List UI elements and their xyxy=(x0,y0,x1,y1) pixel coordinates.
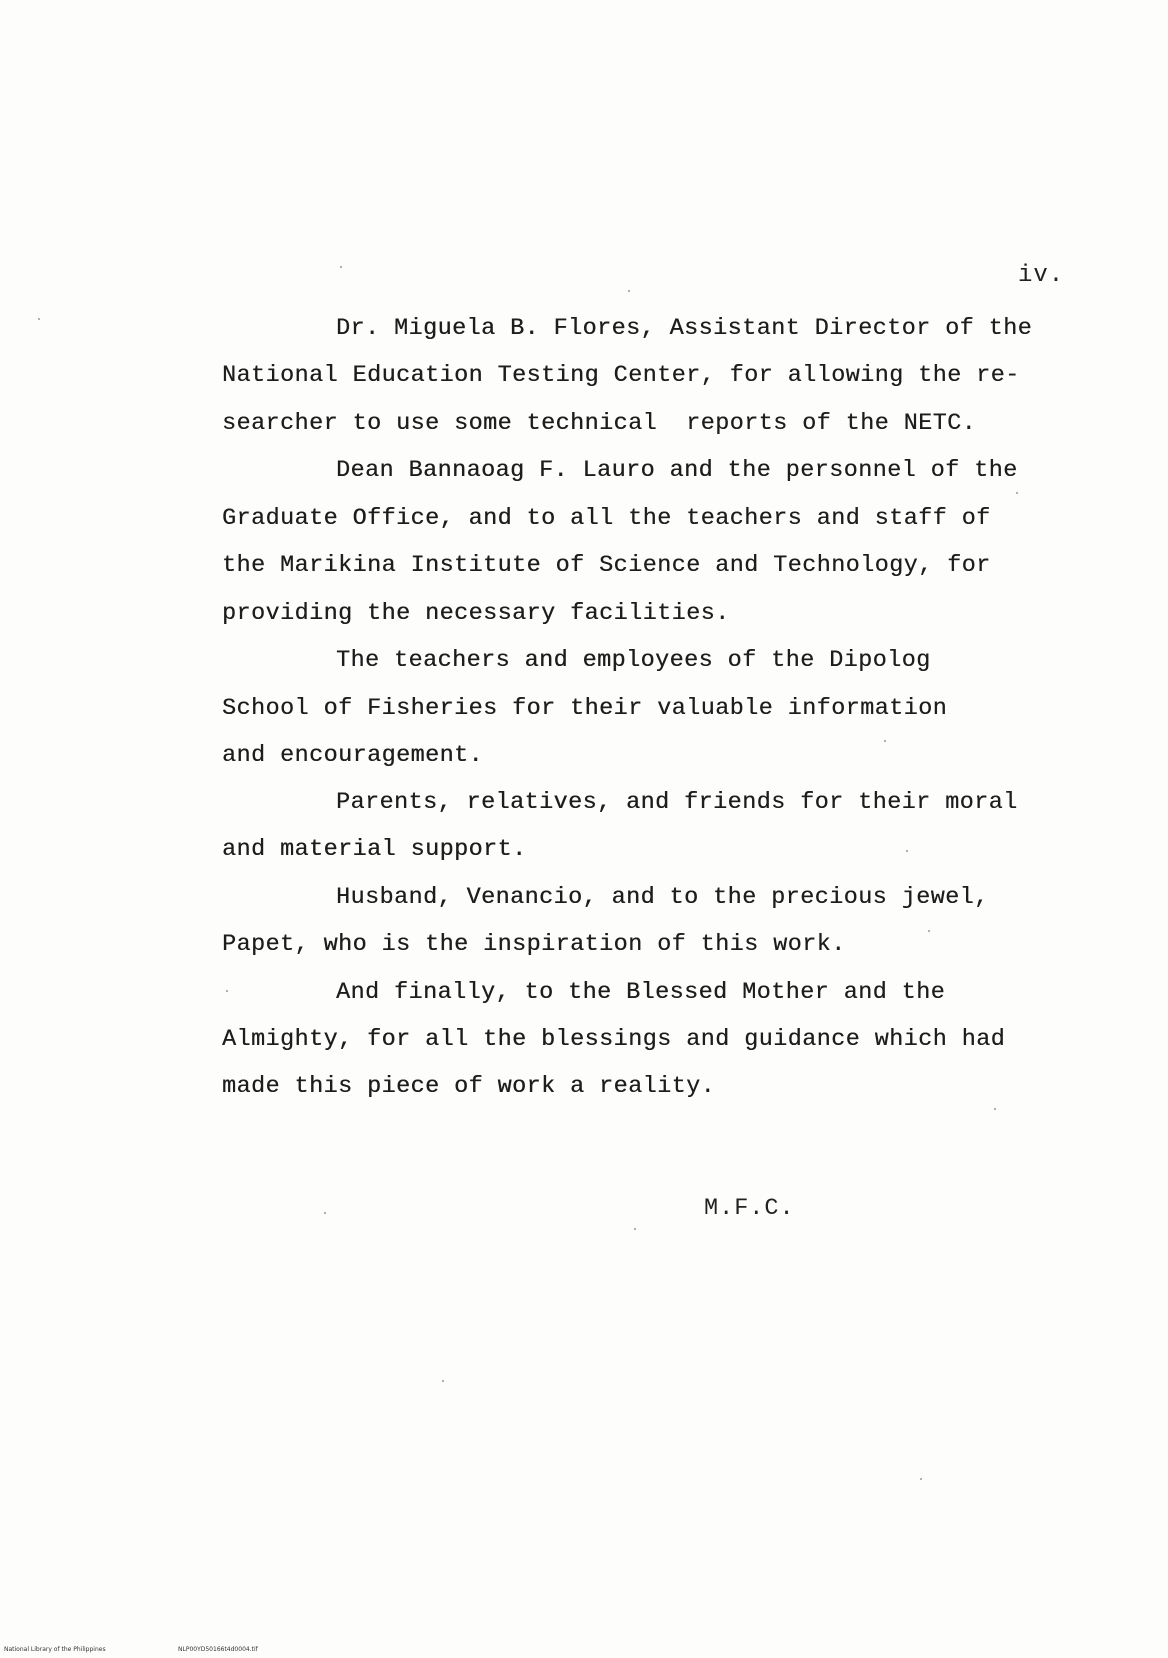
ack-line-2: National Education Testing Center, for allowing the re- xyxy=(222,362,1020,389)
ack-line-15: And finally, to the Blessed Mother and the xyxy=(336,979,946,1006)
scan-speck xyxy=(340,266,342,268)
scan-speck xyxy=(226,990,228,992)
ack-line-17: made this piece of work a reality. xyxy=(222,1073,716,1100)
footer-library-credit: National Library of the Philippines xyxy=(4,1646,106,1653)
ack-line-16: Almighty, for all the blessings and guidance which had xyxy=(222,1026,1006,1053)
ack-line-8: The teachers and employees of the Dipolog xyxy=(336,647,931,674)
ack-line-13: Husband, Venancio, and to the precious jewel, xyxy=(336,884,989,911)
scan-speck xyxy=(38,318,40,320)
scan-speck xyxy=(994,1108,996,1110)
scan-speck xyxy=(442,1380,444,1382)
ack-line-1: Dr. Miguela B. Flores, Assistant Director of the xyxy=(336,315,1033,342)
ack-line-14: Papet, who is the inspiration of this work. xyxy=(222,931,846,958)
ack-line-12: and material support. xyxy=(222,836,527,863)
ack-line-9: School of Fisheries for their valuable information xyxy=(222,695,948,722)
ack-line-10: and encouragement. xyxy=(222,742,484,769)
page-number: iv. xyxy=(1018,262,1065,289)
scan-speck xyxy=(920,1478,922,1480)
scan-speck xyxy=(906,850,908,852)
footer-file-name: NLP00YD50166t4d0004.tif xyxy=(178,1646,258,1653)
ack-line-11: Parents, relatives, and friends for their moral xyxy=(336,789,1018,816)
signature-initials: M.F.C. xyxy=(704,1195,795,1222)
scan-speck xyxy=(634,1228,636,1230)
ack-line-4: Dean Bannaoag F. Lauro and the personnel of the xyxy=(336,457,1018,484)
ack-line-3: searcher to use some technical reports of the NETC. xyxy=(222,410,977,437)
scan-speck xyxy=(884,740,886,742)
scan-speck xyxy=(324,1212,326,1214)
ack-line-6: the Marikina Institute of Science and Technology, for xyxy=(222,552,991,579)
scan-speck xyxy=(628,290,630,292)
scan-speck xyxy=(928,930,930,932)
ack-line-5: Graduate Office, and to all the teachers and staff of xyxy=(222,505,991,532)
scan-speck xyxy=(1016,492,1018,494)
ack-line-7: providing the necessary facilities. xyxy=(222,600,730,627)
